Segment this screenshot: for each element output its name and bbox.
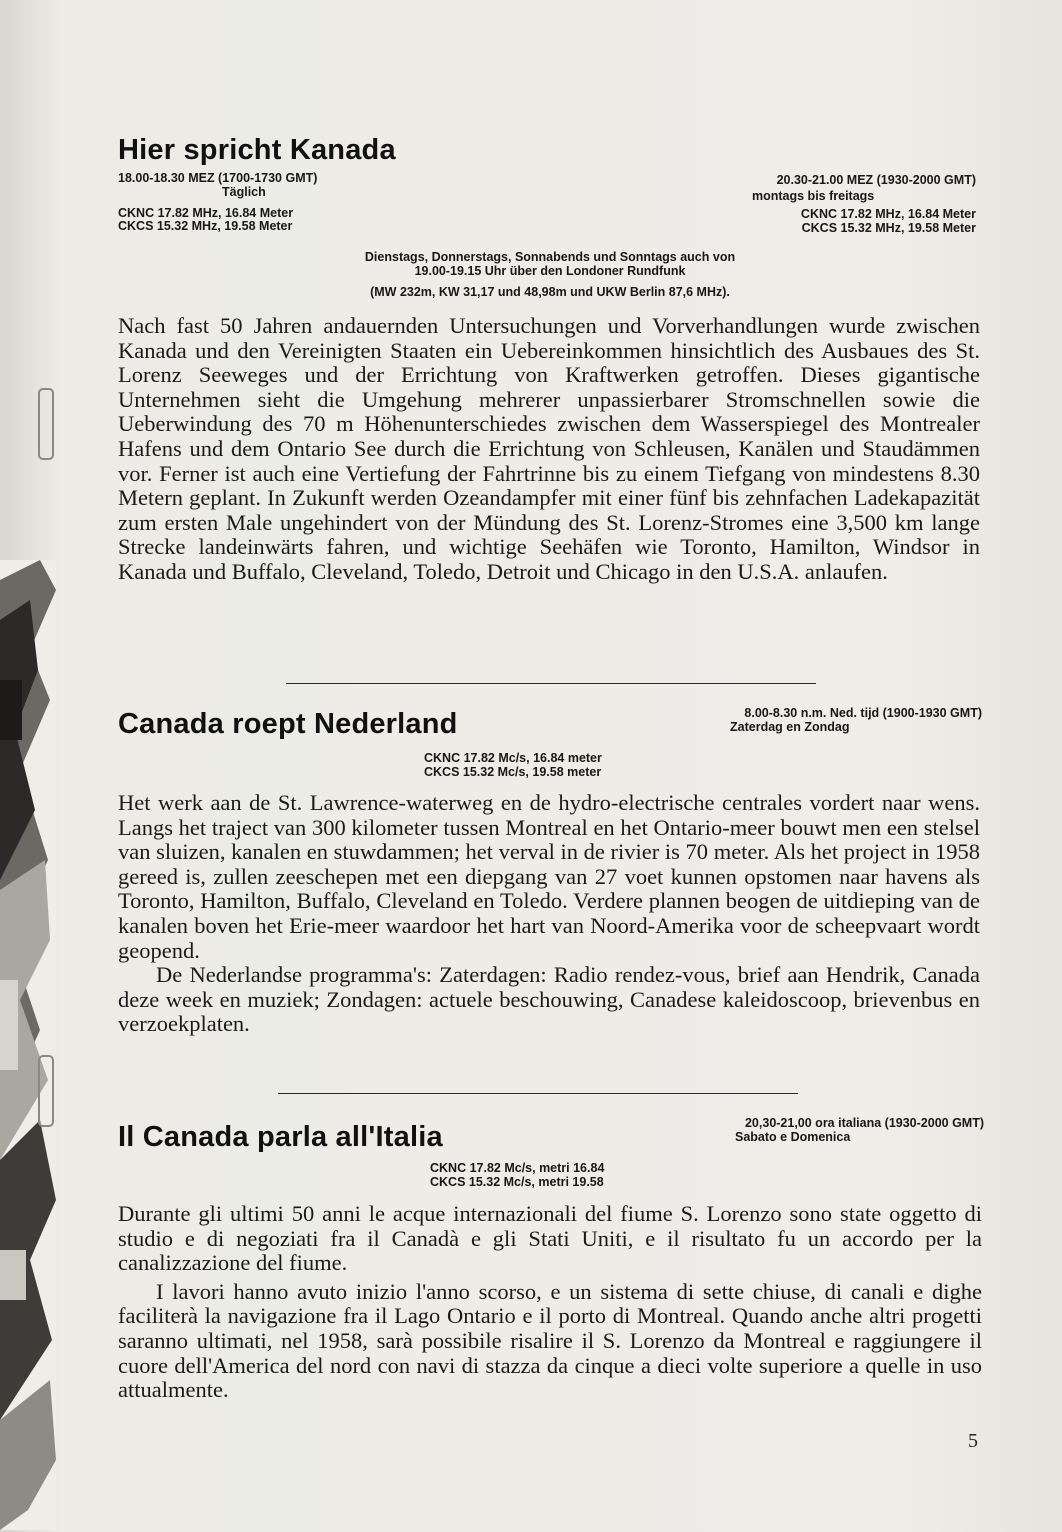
divider-1	[286, 683, 816, 684]
german-paragraph: Nach fast 50 Jahren andauernden Untersuchungen und Vorverhandlungen wurde zwischen Kanada und den Vereinigten Staaten ein Uebereinkommen hinsichtlich des Ausbaues des St. Lorenz Seeweges und der Errichtung von Kraftwerken getroffen. Dieses gigantische Unternehmen sieht die Umgehung mehrerer unpassierbarer Stromschnellen sowie die Ueberwindung des 70 m Höhenunterschiedes zwischen dem Wasserspiegel des Montrealer Hafens und dem Ontario See durch die Errichtung von Schleusen, Kanälen und Staudämmen vor. Ferner ist auch eine Vertiefung der Fahrtrinne bis zu einem Tiefgang von mindestens 8.30 Metern geplant. In Zukunft werden Ozeandampfer mit einer fünf bis zehnfachen Ladekapazität zum ersten Male ungehindert von der Mündung des St. Lorenz-Stromes eine 3,500 km lange Strecke landeinwärts fahren, und wichtige Seehäfen wie Toronto, Hamilton, Windsor in Kanada und Buffalo, Cleveland, Toledo, Detroit und Chicago in den U.S.A. anlaufen.	[118, 313, 980, 584]
italian-paragraph-1: Durante gli ultimi 50 anni le acque internazionali del fiume S. Lorenzo sono state oggetto di studio e di negoziati fra il Canadà e gli Stati Uniti, e il risultato fu un accordo per la canalizzazione del fiume.	[118, 1201, 982, 1276]
german-right-freq2: CKCS 15.32 MHz, 19.58 Meter	[801, 221, 976, 235]
german-left-day: Täglich	[222, 185, 266, 199]
dutch-paragraph-1: Het werk aan de St. Lawrence-waterweg en de hydro-electrische centrales vordert naar wens. Langs het traject van 300 kilometer tussen Montreal en het Ontario-meer bouwt men een stelsel van sluizen, kanalen en stuwdammen; het verval in de rivier is 70 meter. Als het project in 1958 gereed is, zullen zeeschepen met een diepgang van 27 voet kunnen opstomen naar havens als Toronto, Hamilton, Buffalo, Cleveland en Toledo. Verdere plannen beogen de uitdieping van de kanalen boven het Erie-meer waardoor het hart van Noord-Amerika voor de scheepvaart wordt geopend.	[118, 790, 980, 963]
dutch-freq1: CKNC 17.82 Mc/s, 16.84 meter	[424, 751, 602, 765]
german-extra-line2: 19.00-19.15 Uhr über den Londoner Rundfunk	[414, 264, 686, 278]
german-extra-line1: Dienstags, Donnerstags, Sonnabends und Sonntags auch von	[364, 250, 736, 264]
german-right-day: montags bis freitags	[752, 189, 875, 203]
italian-day: Sabato e Domenica	[735, 1130, 851, 1144]
italian-body	[118, 1202, 982, 1403]
dutch-paragraph-2: De Nederlandse programma's: Zaterdagen: Radio rendez-vous, brief aan Hendrik, Canada deze week en muziek; Zondagen: actuele beschouwing, Canadese kaleidoscoop, brievenbus en verzoekplaten.	[118, 962, 980, 1037]
photo-fragment	[0, 560, 56, 1530]
german-left-time: 18.00-18.30 MEZ (1700-1730 GMT)	[118, 171, 318, 185]
german-left-freq2: CKCS 15.32 MHz, 19.58 Meter	[118, 219, 293, 233]
german-right-time: 20.30-21.00 MEZ (1930-2000 GMT)	[776, 173, 976, 187]
italian-paragraph-2: I lavori hanno avuto inizio l'anno scorso, e un sistema di sette chiuse, di canali e dighe faciliterà la navigazione fra il Lago Ontario e il porto di Montreal. Quando anche altri progetti saranno ultimati, nel 1958, sarà possibile risalire il S. Lorenzo da Montreal e raggiungere il cuore dell'America del nord con navi di stazza da cinque a dieci volte superiore a quelle in uso attualmente.	[118, 1278, 982, 1403]
italian-freq2: CKCS 15.32 Mc/s, metri 19.58	[430, 1175, 604, 1189]
dutch-time: 8.00-8.30 n.m. Ned. tijd (1900-1930 GMT)	[744, 706, 982, 720]
italian-time: 20,30-21,00 ora italiana (1930-2000 GMT)	[744, 1116, 984, 1130]
section-title-german: Hier spricht Kanada	[118, 134, 396, 166]
dutch-day: Zaterdag en Zondag	[730, 720, 850, 734]
german-right-freq1: CKNC 17.82 MHz, 16.84 Meter	[800, 207, 976, 221]
divider-2	[278, 1093, 798, 1094]
italian-freq1: CKNC 17.82 Mc/s, metri 16.84	[430, 1161, 605, 1175]
section-title-italian: Il Canada parla all'Italia	[118, 1121, 443, 1153]
staple-bottom	[38, 1055, 54, 1127]
page-number: 5	[968, 1430, 978, 1452]
dutch-body	[118, 791, 980, 1037]
german-extra-line3: (MW 232m, KW 31,17 und 48,98m und UKW Berlin 87,6 MHz).	[370, 285, 730, 299]
staple-top	[38, 388, 54, 460]
dutch-freq2: CKCS 15.32 Mc/s, 19.58 meter	[424, 765, 602, 779]
section-title-dutch: Canada roept Nederland	[118, 708, 458, 740]
german-left-freq1: CKNC 17.82 MHz, 16.84 Meter	[118, 206, 294, 220]
german-body	[118, 314, 980, 585]
